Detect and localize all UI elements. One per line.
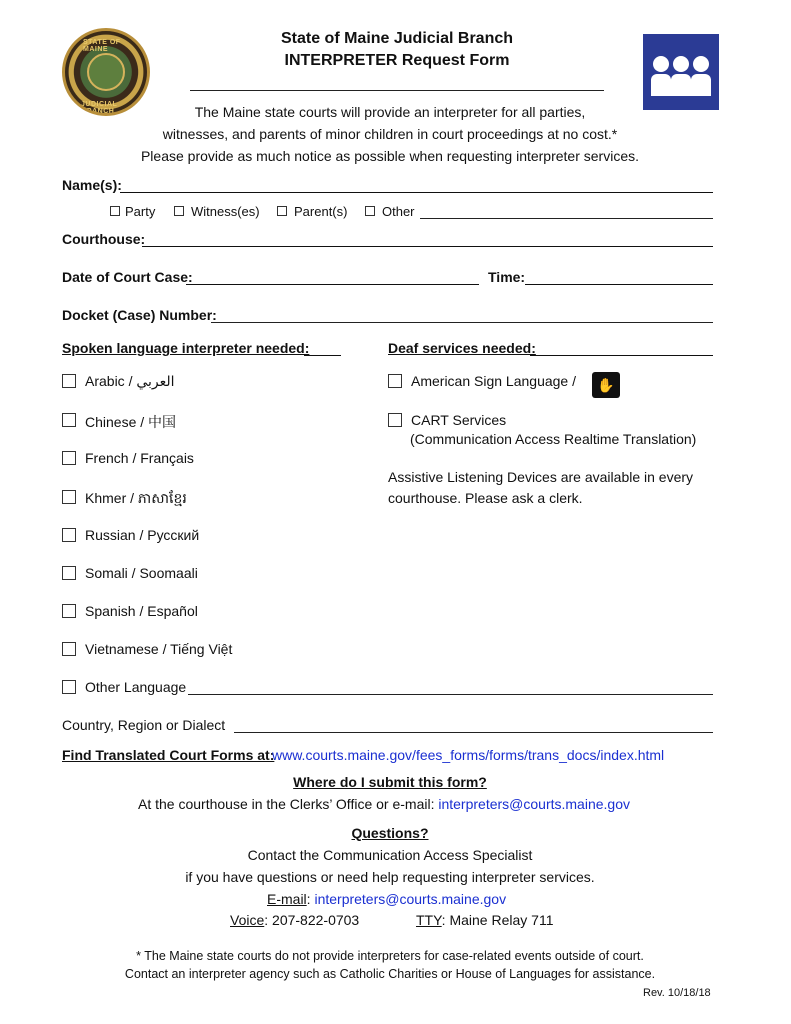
names-label: Name(s): [62, 177, 122, 193]
country-input-line[interactable] [234, 732, 713, 733]
revision-date: Rev. 10/18/18 [643, 987, 711, 999]
cart-detail: (Communication Access Realtime Translation) [410, 431, 697, 447]
asl-checkbox[interactable] [388, 374, 402, 388]
submit-text-label: At the courthouse in the Clerks’ Office or e-mail: [138, 796, 435, 812]
time-input-line[interactable] [525, 284, 713, 285]
courthouse-input-line[interactable] [142, 246, 713, 247]
questions-line-2: if you have questions or need help requesting interpreter services. [185, 869, 595, 885]
submit-heading: Where do I submit this form? [293, 774, 487, 790]
other-language-checkbox[interactable] [62, 680, 76, 694]
tty-row: TTY: Maine Relay 711 [416, 912, 554, 928]
page-title: State of Maine Judicial Branch [280, 30, 514, 47]
tty-label: TTY [416, 912, 442, 928]
other-role-input-line[interactable] [420, 218, 713, 219]
russian-checkbox[interactable] [62, 528, 76, 542]
cart-checkbox[interactable] [388, 413, 402, 427]
cart-label: CART Services [411, 412, 507, 428]
interpreter-people-icon [643, 34, 719, 110]
sign-language-icon: ✋ [592, 372, 620, 398]
khmer-label: Khmer / ភាសាខ្មែរ [85, 490, 187, 506]
footnote-line-1: * The Maine state courts do not provide interpreters for case-related events outside of court. [136, 949, 644, 963]
khmer-checkbox[interactable] [62, 490, 76, 504]
somali-label: Somali / Soomaali [85, 565, 198, 581]
forms-label: Find Translated Court Forms at: [62, 747, 275, 763]
time-label: Time: [488, 269, 526, 285]
title-divider [190, 90, 604, 91]
french-label: French / Français [85, 450, 194, 466]
intro-line-1: The Maine state courts will provide an interpreter for all parties, [194, 104, 586, 120]
form-title: INTERPRETER Request Form [284, 52, 510, 69]
docket-input-line[interactable] [211, 322, 713, 323]
courthouse-label: Courthouse: [62, 231, 146, 247]
party-checkbox[interactable] [110, 206, 120, 216]
ald-line-2: courthouse. Please ask a clerk. [388, 490, 583, 506]
arabic-label: Arabic / العربي [85, 373, 175, 389]
intro-line-3: Please provide as much notice as possible when requesting interpreter services. [140, 148, 640, 164]
footnote-line-2: Contact an interpreter agency such as Catholic Charities or House of Languages for assistance. [124, 967, 656, 981]
other-role-label: Other [382, 204, 415, 219]
submit-text [138, 796, 630, 812]
submit-email-link[interactable]: interpreters@courts.maine.gov [438, 796, 630, 812]
other-language-input-line[interactable] [188, 694, 713, 695]
witness-label: Witness(es) [191, 204, 260, 219]
voice-number: 207-822-0703 [272, 912, 360, 928]
date-label: Date of Court Case: [62, 269, 193, 285]
arabic-checkbox[interactable] [62, 374, 76, 388]
chinese-label: Chinese / 中国 [85, 414, 177, 430]
spanish-label: Spanish / Español [85, 603, 198, 619]
forms-link[interactable]: www.courts.maine.gov/fees_forms/forms/trans_docs/index.html [272, 747, 665, 763]
voice-label: Voice [230, 912, 265, 928]
chinese-checkbox[interactable] [62, 413, 76, 427]
voice-row: Voice: 207-822-0703 [230, 912, 360, 928]
spoken-heading: Spoken language interpreter needed: [62, 340, 310, 356]
spoken-heading-line [304, 355, 341, 356]
questions-heading: Questions? [351, 825, 429, 841]
seal-text-top: STATE OF MAINE [83, 39, 121, 53]
country-label: Country, Region or Dialect [62, 717, 226, 733]
questions-email-row: E-mail: interpreters@courts.maine.gov [267, 891, 507, 907]
other-role-checkbox[interactable] [365, 206, 375, 216]
questions-email-link[interactable]: interpreters@courts.maine.gov [314, 891, 507, 907]
docket-label: Docket (Case) Number: [62, 307, 217, 323]
date-input-line[interactable] [186, 284, 479, 285]
questions-line-1: Contact the Communication Access Specialist [247, 847, 533, 863]
deaf-heading: Deaf services needed: [388, 340, 536, 356]
vietnamese-label: Vietnamese / Tiếng Việt [85, 641, 233, 657]
parent-checkbox[interactable] [277, 206, 287, 216]
other-language-label: Other Language [85, 679, 187, 695]
state-seal-icon [62, 28, 150, 116]
deaf-heading-line [530, 355, 713, 356]
somali-checkbox[interactable] [62, 566, 76, 580]
witness-checkbox[interactable] [174, 206, 184, 216]
names-input-line[interactable] [120, 192, 713, 193]
seal-text-bottom: JUDICIAL BRANCH [81, 101, 118, 115]
tty-value: Maine Relay 711 [449, 912, 554, 928]
vietnamese-checkbox[interactable] [62, 642, 76, 656]
russian-label: Russian / Русский [85, 527, 200, 543]
intro-line-2: witnesses, and parents of minor children in court proceedings at no cost.* [162, 126, 618, 142]
ald-line-1: Assistive Listening Devices are available in every [388, 469, 694, 485]
spanish-checkbox[interactable] [62, 604, 76, 618]
asl-label: American Sign Language / [411, 373, 576, 389]
french-checkbox[interactable] [62, 451, 76, 465]
party-label: Party [125, 204, 156, 219]
parent-label: Parent(s) [294, 204, 348, 219]
email-label: E-mail [267, 891, 307, 907]
